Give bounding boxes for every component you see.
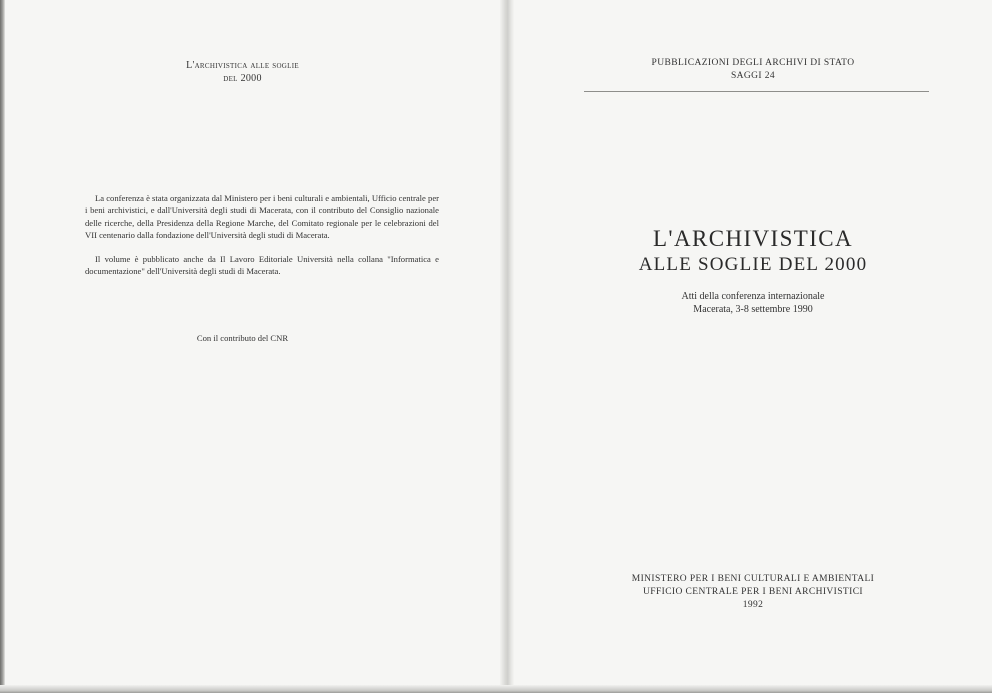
series-heading <box>514 57 992 83</box>
series-divider <box>584 91 929 92</box>
half-title-rest: archivistica alle soglie <box>194 60 299 71</box>
series-line-1: PUBBLICAZIONI DEGLI ARCHIVI DI STATO <box>651 58 855 68</box>
series-line-2: SAGGI 24 <box>730 71 776 81</box>
publisher-block <box>514 573 992 612</box>
publication-year: 1992 <box>742 600 764 610</box>
bottom-page-edge <box>0 685 992 693</box>
left-page <box>5 0 500 685</box>
credits-paragraph-1: La conferenza è stata organizzata dal Ministero per i beni culturali e ambientali, Ufficio centrale per i beni archivistici, e dall'Università degli studi di Macerata, con il contributo del Consiglio nazionale delle ricerche, della Presidenza della Regione Marche, del Comitato regionale per le celebrazioni del VII centenario dalla fondazione dell'Università degli studi di Macerata. <box>85 193 439 241</box>
half-title-del: del <box>223 73 238 84</box>
credits-block <box>85 192 439 277</box>
proceedings-line-2: Macerata, 3-8 settembre 1990 <box>693 304 813 315</box>
half-title-line-2 <box>5 72 480 85</box>
half-title <box>5 59 480 85</box>
book-subtitle: ALLE SOGLIE DEL 2000 <box>638 254 868 275</box>
half-title-year: 2000 <box>240 73 262 84</box>
half-title-prefix: L' <box>186 60 195 71</box>
right-page <box>514 0 992 685</box>
cnr-contribution-note: Con il contributo del CNR <box>196 333 289 343</box>
publisher-line-1: MINISTERO PER I BENI CULTURALI E AMBIENTALI <box>631 574 875 584</box>
book-title: L'ARCHIVISTICA <box>652 226 854 251</box>
half-title-line-1 <box>5 59 480 72</box>
proceedings-info <box>514 290 992 316</box>
publisher-line-2: UFFICIO CENTRALE PER I BENI ARCHIVISTICI <box>643 587 863 597</box>
proceedings-line-1: Atti della conferenza internazionale <box>681 291 825 302</box>
book-gutter <box>500 0 514 693</box>
credits-paragraph-2: Il volume è pubblicato anche da Il Lavoro Editoriale Università nella collana "Informatica e documentazione" dell'Università degli studi di Macerata. <box>85 253 439 277</box>
